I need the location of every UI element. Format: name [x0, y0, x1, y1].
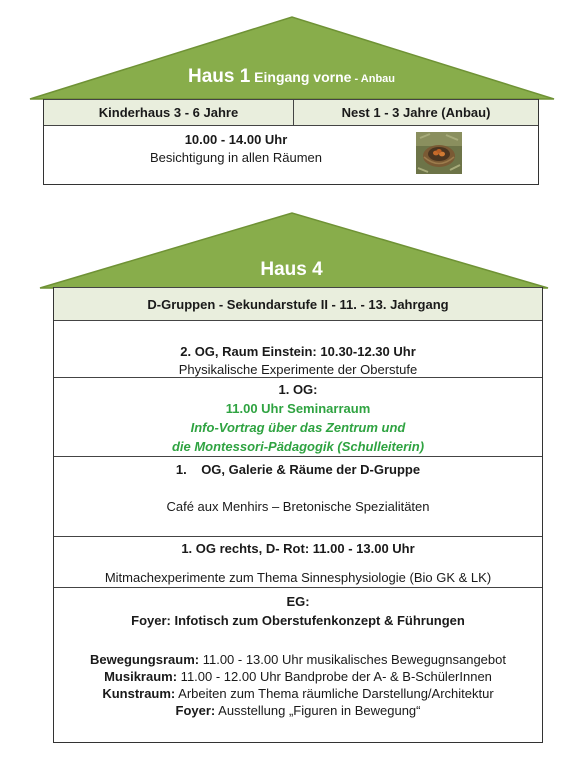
house-4-title: Haus 4 — [260, 259, 323, 280]
section-einstein — [54, 320, 542, 377]
section-d-rot-desc: Mitmachexperimente zum Thema Sinnesphysiologie (Bio GK & LK) — [104, 570, 492, 585]
section-galerie — [54, 456, 542, 536]
house-1-roof — [0, 0, 583, 105]
program-item-foyer: Foyer: Ausstellung „Figuren in Bewegung“ — [175, 703, 421, 718]
house-1-desc: Besichtigung in allen Räumen — [150, 150, 322, 165]
section-seminar-title: 1. OG: — [278, 382, 318, 397]
section-seminar — [54, 377, 542, 456]
house-1-table — [43, 99, 539, 185]
section-eg-title: EG: — [286, 594, 310, 609]
house-1-header-row — [44, 99, 538, 125]
program-item-musikraum: Musikraum: 11.00 - 12.00 Uhr Bandprobe der A- & B-SchülerInnen — [104, 669, 492, 684]
house-4-header-row: D-Gruppen - Sekundarstufe II - 11. - 13. Jahrgang — [54, 287, 542, 320]
program-item-bewegungsraum: Bewegungsraum: 11.00 - 13.00 Uhr musikalisches Bewegugnsangebot — [90, 652, 506, 667]
section-einstein-desc: Physikalische Experimente der Oberstufe — [178, 362, 418, 377]
house-1-body-row — [44, 125, 538, 183]
section-einstein-title: 2. OG, Raum Einstein: 10.30-12.30 Uhr — [180, 344, 416, 359]
house-1-col-left: Kinderhaus 3 - 6 Jahre — [44, 100, 294, 125]
house-1-time: 10.00 - 14.00 Uhr — [184, 132, 288, 147]
house-1-title-small: - Anbau — [351, 73, 396, 85]
section-seminar-time: 11.00 Uhr Seminarraum — [225, 401, 371, 416]
section-d-rot-title: 1. OG rechts, D- Rot: 11.00 - 13.00 Uhr — [181, 541, 415, 556]
bird-nest-photo — [416, 132, 462, 174]
house-4-table — [53, 287, 543, 743]
program-list — [54, 651, 542, 719]
section-seminar-line2: die Montessori-Pädagogik (Schulleiterin) — [171, 439, 425, 454]
house-4-card — [0, 200, 583, 760]
house-1-card — [0, 0, 583, 190]
section-seminar-line1: Info-Vortrag über das Zentrum und — [190, 420, 406, 435]
house-1-title — [0, 66, 583, 88]
house-1-title-mid: Eingang vorne — [250, 69, 352, 85]
section-eg — [54, 587, 542, 741]
section-d-rot — [54, 536, 542, 587]
house-1-col-right: Nest 1 - 3 Jahre (Anbau) — [341, 105, 491, 120]
section-eg-sub: Foyer: Infotisch zum Oberstufenkonzept & Führungen — [131, 613, 465, 628]
section-galerie-desc: Café aux Menhirs – Bretonische Spezialitäten — [166, 499, 430, 514]
house-1-title-main: Haus 1 — [187, 66, 251, 87]
section-galerie-title: 1. OG, Galerie & Räume der D-Gruppe — [175, 462, 421, 477]
program-item-kunstraum: Kunstraum: Arbeiten zum Thema räumliche Darstellung/Architektur — [102, 686, 494, 701]
